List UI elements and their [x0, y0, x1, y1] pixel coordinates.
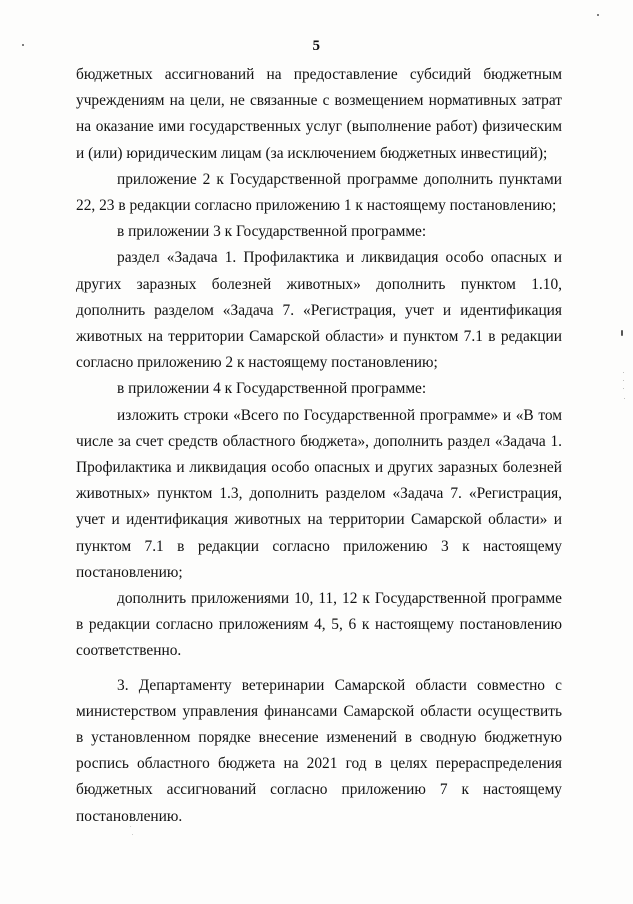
- paragraph-continuation: бюджетных ассигнований на предоставление субсидий бюджетным учреждениям на цели, не связанные с возмещением нормативных затрат на оказание ими государственных услуг (выполнение работ) физическим и (или) юридическим лицам (за исключением бюджетных инвестиций);: [76, 66, 562, 162]
- scan-speck: [623, 388, 624, 389]
- paragraph-appendix-4-intro: в приложении 4 к Государственной программе:: [117, 380, 427, 398]
- paragraph-appendix-2: приложение 2 к Государственной программе дополнить пунктами 22, 23 в редакции согласно приложению 1 к настоящему постановлению;: [76, 170, 562, 215]
- paragraph-new-appendices: дополнить приложениями 10, 11, 12 к Государственной программе в редакции согласно приложениям 4, 5, 6 к настоящему постановлению соответственно.: [76, 590, 562, 660]
- paragraph-appendix-4-rows: изложить строки «Всего по Государственной программе» и «В том числе за счет средств областного бюджета», дополнить раздел «Задача 1. Профилактика и ликвидация особо опасных и других заразных болезней животных» пунктом 1.3, дополнить разделом «Задача 7. «Регистрация, учет и идентификация животных на территории Самарской области» и пунктом 7.1 в редакции согласно приложению 3 к настоящему постановлению;: [76, 406, 562, 581]
- scan-speck: [132, 834, 133, 835]
- scan-speck: [22, 44, 24, 46]
- scan-speck: [621, 330, 623, 336]
- paragraph-appendix-3-section: раздел «Задача 1. Профилактика и ликвидация особо опасных и других заразных болезней животных» дополнить пунктом 1.10, дополнить разделом «Задача 7. «Регистрация, учет и идентификация животных на территории Самарской области» и пунктом 7.1 в редакции согласно приложению 2 к настоящему постановлению;: [76, 249, 562, 372]
- scan-speck: [597, 14, 599, 16]
- page-number: 5: [312, 38, 321, 54]
- scan-speck: [623, 380, 624, 381]
- scan-speck: [623, 372, 624, 373]
- paragraph-appendix-3-intro: в приложении 3 к Государственной программе:: [117, 223, 427, 241]
- document-body: [76, 62, 562, 830]
- scan-speck: [130, 826, 131, 827]
- paragraph-item-3: 3. Департаменту ветеринарии Самарской области совместно с министерством управления финансами Самарской области осуществить в установленном порядке внесение изменений в сводную бюджетную роспись областного бюджета на 2021 год в целях перераспределения бюджетных ассигнований согласно приложению 7 к настоящему постановлению.: [76, 676, 562, 825]
- scan-speck: [624, 398, 625, 399]
